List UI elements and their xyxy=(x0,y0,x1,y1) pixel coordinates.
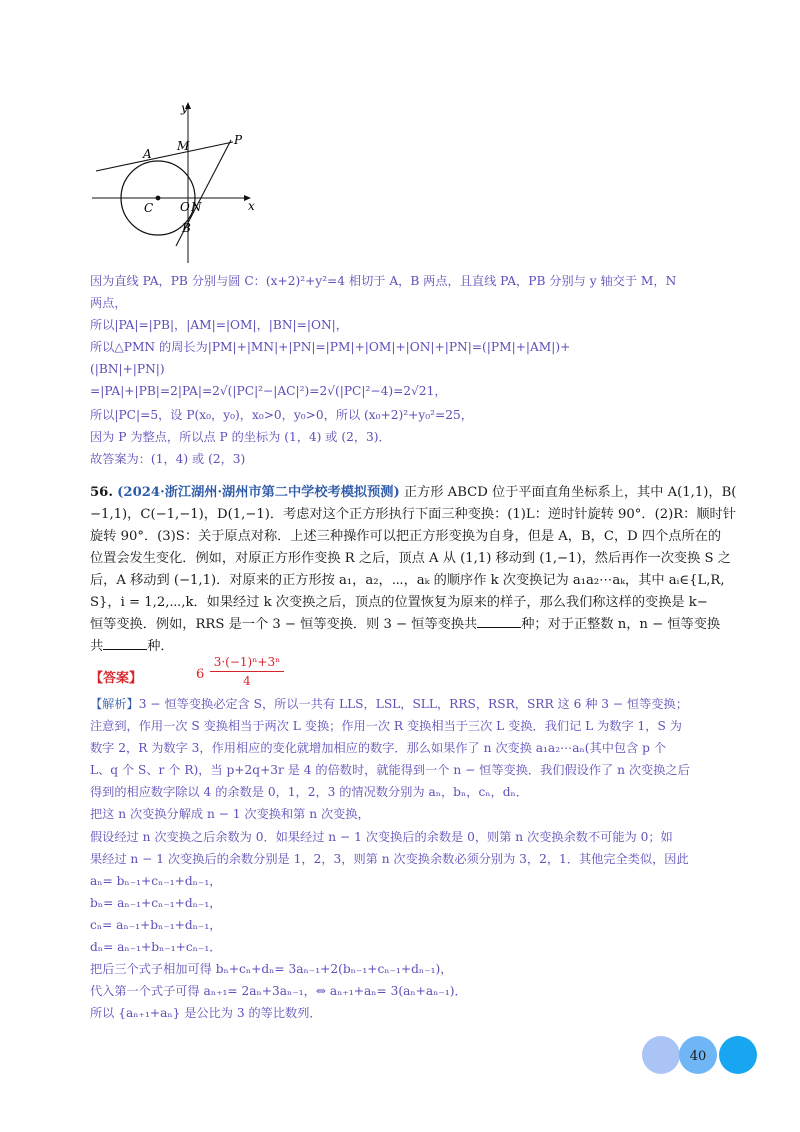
solution-line: 故答案为：(1，4) 或 (2，3) xyxy=(90,452,246,466)
analysis-line: 得到的相应数字除以 4 的余数是 0，1，2，3 的情况数分别为 aₙ，bₙ，cₙ，dₙ． xyxy=(90,785,528,799)
analysis-line: 所以 {aₙ₊₁+aₙ} 是公比为 3 的等比数列． xyxy=(90,1006,322,1020)
problem-line-7 xyxy=(90,614,720,636)
analysis-line: bₙ= aₙ₋₁+cₙ₋₁+dₙ₋₁， xyxy=(90,896,222,910)
problem-line: −1,1)，C(−1,−1)，D(1,−1)．考虑对这个正方形执行下面三种变换：(1)L：逆时针旋转 90°．(2)R：顺时针 xyxy=(90,507,736,522)
analysis-line-1 xyxy=(90,695,688,714)
page-number-badge xyxy=(640,1034,760,1076)
analysis-line: 把这 n 次变换分解成 n − 1 次变换和第 n 次变换， xyxy=(90,807,370,821)
label-b: B xyxy=(182,221,191,235)
problem-text: 恒等变换．例如，RRS 是一个 3 − 恒等变换．则 3 − 恒等变换共 xyxy=(90,617,478,632)
answer-numerator: 3·(−1)ⁿ+3ⁿ xyxy=(210,655,284,672)
page-number: 40 xyxy=(689,1049,707,1064)
analysis-line: 数字 2，R 为数字 3，作用相应的变化就增加相应的数字．那么如果作了 n 次变换 a₁a₂⋯aₙ(其中包含 p 个 xyxy=(90,741,667,755)
problem-text: 正方形 ABCD 位于平面直角坐标系上，其中 A(1,1)，B( xyxy=(403,485,737,500)
problem-number: 56. xyxy=(90,485,113,500)
analysis-line: 注意到，作用一次 S 变换相当于两次 L 变换；作用一次 R 变换相当于三次 L 变换．我们记 L 为数字 1，S 为 xyxy=(90,719,682,733)
answer-fraction xyxy=(210,655,284,688)
problem-source: (2024·浙江湖州·湖州市第二中学校考模拟预测) xyxy=(117,485,400,500)
label-y: y xyxy=(181,101,188,115)
problem-line: 后，A 移动到 (−1,1)．对原来的正方形按 a₁，a₂，⋯，aₖ 的顺序作 k 次变换记为 a₁a₂⋯aₖ，其中 aᵢ∈{L,R, xyxy=(90,573,725,588)
analysis-line: cₙ= aₙ₋₁+bₙ₋₁+dₙ₋₁， xyxy=(90,918,222,932)
deco-circle-light xyxy=(642,1036,680,1074)
problem-line: 旋转 90°．(3)S：关于原点对称．上述三种操作可以把正方形变换为自身，但是 A，B，C，D 四个点所在的 xyxy=(90,529,722,544)
geometry-figure xyxy=(88,98,268,268)
analysis-line: 假设经过 n 次变换之后余数为 0．如果经过 n − 1 次变换后的余数是 0，则第 n 次变换余数不可能为 0；如 xyxy=(90,830,673,844)
analysis-line: aₙ= bₙ₋₁+cₙ₋₁+dₙ₋₁， xyxy=(90,874,222,888)
problem-line-8 xyxy=(90,636,174,658)
answer-blank-2[interactable] xyxy=(103,637,147,650)
solution-line: 所以|PA|=|PB|，|AM|=|OM|，|BN|=|ON|， xyxy=(90,318,348,332)
analysis-line: 把后三个式子相加可得 bₙ+cₙ+dₙ= 3aₙ₋₁+2(bₙ₋₁+cₙ₋₁+dₙ₋₁)， xyxy=(90,962,453,976)
problem-line-1 xyxy=(90,482,736,504)
label-o: O xyxy=(180,200,190,214)
label-c: C xyxy=(144,201,154,215)
problem-line: 位置会发生变化．例如，对原正方形作变换 R 之后，顶点 A 从 (1,1) 移动到 (1,−1)，然后再作一次变换 S 之 xyxy=(90,551,731,566)
label-x: x xyxy=(248,199,255,213)
line-pa xyxy=(96,142,233,171)
analysis-line: 代入第一个式子可得 aₙ₊₁= 2aₙ+3aₙ₋₁，⇔ aₙ₊₁+aₙ= 3(aₙ+aₙ₋₁)． xyxy=(90,984,467,998)
analysis-line: dₙ= aₙ₋₁+bₙ₋₁+cₙ₋₁． xyxy=(90,940,222,954)
solution-line: =|PA|+|PB|=2|PA|=2√(|PC|²−|AC|²)=2√(|PC|²−4)=2√21， xyxy=(90,384,447,398)
label-n: N xyxy=(191,200,202,214)
analysis-tag: 【解析】 xyxy=(90,697,139,711)
label-p: P xyxy=(234,133,243,147)
problem-text: 共 xyxy=(90,639,104,654)
analysis-line: 果经过 n − 1 次变换后的余数分别是 1，2，3，则第 n 次变换余数必须分别为 3，2，1．其他完全类似，因此 xyxy=(90,852,689,866)
deco-circle-dark xyxy=(719,1036,757,1074)
label-a: A xyxy=(143,147,152,161)
solution-line: 两点， xyxy=(90,296,127,310)
solution-line: 因为 P 为整点，所以点 P 的坐标为 (1，4) 或 (2，3)． xyxy=(90,430,391,444)
problem-line: S}，i = 1,2,⋯,k．如果经过 k 次变换之后，顶点的位置恢复为原来的样子，那么我们称这样的变换是 k− xyxy=(90,595,708,610)
solution-line: (|BN|+|PN|) xyxy=(90,362,165,376)
solution-line: 所以|PC|=5，设 P(x₀，y₀)，x₀>0，y₀>0，所以 (x₀+2)²+y₀²=25， xyxy=(90,408,473,422)
analysis-line: L、q 个 S、r 个 R)，当 p+2q+3r 是 4 的倍数时，就能得到一个 n − 恒等变换．我们假设作了 n 次变换之后 xyxy=(90,763,690,777)
answer-tag: 【答案】 xyxy=(90,671,143,686)
answer-denominator: 4 xyxy=(243,674,251,688)
analysis-text: 3 − 恒等变换必定含 S，所以一共有 LLS，LSL，SLL，RRS，RSR，SRR 这 6 种 3 − 恒等变换； xyxy=(138,697,688,711)
solution-line: 所以△PMN 的周长为|PM|+|MN|+|PN|=|PM|+|OM|+|ON|+|PN|=(|PM|+|AM|)+ xyxy=(90,340,571,354)
problem-text: 种． xyxy=(147,639,174,654)
answer-blank-1[interactable] xyxy=(477,615,521,628)
center-point-c xyxy=(156,196,161,201)
answer-first: 6 xyxy=(196,667,205,682)
problem-text: 种；对于正整数 n，n − 恒等变换 xyxy=(521,617,721,632)
solution-line: 因为直线 PA，PB 分别与圆 C：(x+2)²+y²=4 相切于 A，B 两点，且直线 PA，PB 分别与 y 轴交于 M，N xyxy=(90,274,677,288)
label-m: M xyxy=(177,139,190,153)
